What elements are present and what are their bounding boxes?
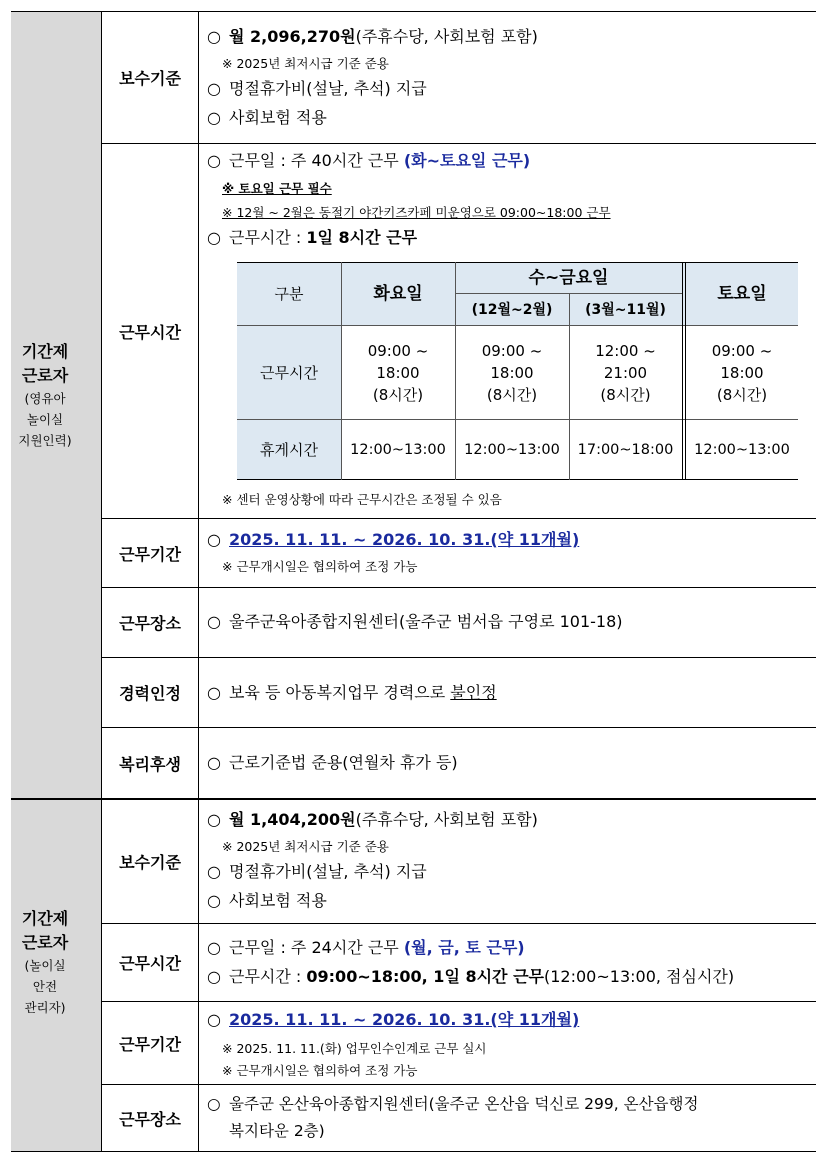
row-label-rest: 휴게시간 — [260, 441, 318, 459]
cell-winter-rest: 12:00~13:00 — [464, 442, 560, 458]
cell-sat-hours: 09:00 ~ 18:00 (8시간) — [711, 342, 773, 404]
group-label-2 — [0, 907, 90, 1018]
th-season: (3월~11월) — [585, 301, 666, 318]
pay-note: ※ 2025년 최저시급 기준 준용 — [222, 56, 389, 71]
group-sub2: 놀이실 — [26, 412, 64, 427]
place-line2-2: 복지타운 2층) — [229, 1122, 325, 1140]
category-career: 경력인정 — [119, 684, 181, 703]
hours-note3: ※ 센터 운영상황에 따라 근무시간은 조정될 수 있음 — [222, 492, 502, 507]
group-title-line1: 기간제 — [21, 342, 69, 361]
cell-tue-hours: 09:00 ~ 18:00 (8시간) — [367, 342, 429, 404]
pay-line3-2: ○ 사회보험 적용 — [207, 891, 327, 910]
category-welfare: 복리후생 — [119, 754, 181, 774]
cell-season-rest: 17:00~18:00 — [577, 442, 674, 458]
schedule-table — [237, 262, 798, 480]
hours-line1-2: ○ 근무일 : 주 24시간 근무 (월, 금, 토 근무) — [207, 938, 525, 957]
pay-line1: ○ 월 2,096,270원(주휴수당, 사회보험 포함) — [207, 27, 538, 46]
cell-season-hours: 12:00 ~ 21:00 (8시간) — [595, 342, 656, 404]
cell-winter-hours: 09:00 ~ 18:00 (8시간) — [481, 342, 543, 404]
th-winter: (12월~2월) — [471, 301, 553, 318]
category-hours: 근무시간 — [119, 322, 181, 342]
category-place: 근무장소 — [119, 614, 181, 633]
cell-tue-rest: 12:00~13:00 — [350, 442, 446, 458]
group-title-line1: 기간제 — [21, 909, 69, 928]
pay-line2: ○ 명절휴가비(설날, 추석) 지급 — [207, 79, 427, 98]
group-title-line2: 근로자 — [21, 933, 69, 952]
pay-line1-2: ○ 월 1,404,200원(주휴수당, 사회보험 포함) — [207, 810, 538, 829]
group-title-line2: 근로자 — [21, 366, 69, 385]
group-sub2: 안전 — [32, 979, 58, 994]
pay-line2-2: ○ 명절휴가비(설날, 추석) 지급 — [207, 862, 427, 881]
group-label-1 — [0, 340, 90, 451]
category-pay-2: 보수기준 — [119, 853, 181, 872]
th-tue: 화요일 — [373, 284, 423, 304]
th-sat: 토요일 — [717, 284, 767, 304]
place-line1: ○ 울주군육아종합지원센터(울주군 범서읍 구영로 101-18) — [207, 612, 623, 631]
hours-line2: ○ 근무시간 : 1일 8시간 근무 — [207, 228, 418, 247]
hours-note1: ※ 토요일 근무 필수 — [222, 181, 332, 196]
welfare-line1: ○ 근로기준법 준용(연월차 휴가 등) — [207, 753, 458, 772]
group-sub1: (영유아 — [24, 391, 66, 406]
th-wed-fri: 수~금요일 — [528, 267, 609, 288]
group-sub3: 지원인력) — [18, 433, 72, 448]
hours-note2: ※ 12월 ~ 2월은 동절기 야간키즈카페 미운영으로 09:00~18:00 근무 — [222, 205, 611, 220]
category-hours-2: 근무시간 — [119, 954, 181, 973]
hours-line2-2: ○ 근무시간 : 09:00~18:00, 1일 8시간 근무(12:00~13:00, 점심시간) — [207, 967, 735, 986]
category-period-2: 근무기간 — [119, 1034, 181, 1054]
th-gubun: 구분 — [274, 285, 304, 303]
pay-note-2: ※ 2025년 최저시급 기준 준용 — [222, 839, 389, 854]
period-line1: ○ 2025. 11. 11. ~ 2026. 10. 31.(약 11개월) — [207, 530, 580, 549]
period-note2-2: ※ 근무개시일은 협의하여 조정 가능 — [222, 1063, 418, 1078]
group-sub3: 관리자) — [24, 1000, 66, 1015]
pay-line3: ○ 사회보험 적용 — [207, 108, 327, 127]
row-label-work: 근무시간 — [260, 364, 318, 382]
group-sub1: (놀이실 — [24, 958, 66, 973]
period-note1-2: ※ 2025. 11. 11.(화) 업무인수인계로 근무 실시 — [222, 1041, 487, 1056]
category-period: 근무기간 — [119, 544, 181, 564]
category-place-2: 근무장소 — [119, 1109, 181, 1129]
period-line1-2: ○ 2025. 11. 11. ~ 2026. 10. 31.(약 11개월) — [207, 1010, 580, 1029]
category-pay: 보수기준 — [119, 69, 181, 88]
period-note: ※ 근무개시일은 협의하여 조정 가능 — [222, 559, 418, 574]
cell-sat-rest: 12:00~13:00 — [694, 442, 790, 458]
hours-line1: ○ 근무일 : 주 40시간 근무 (화~토요일 근무) — [207, 151, 531, 170]
career-line1: ○ 보육 등 아동복지업무 경력으로 불인정 — [207, 683, 497, 702]
place-line1-2: ○ 울주군 온산육아종합지원센터(울주군 온산읍 덕신로 299, 온산읍행정 — [207, 1095, 699, 1113]
